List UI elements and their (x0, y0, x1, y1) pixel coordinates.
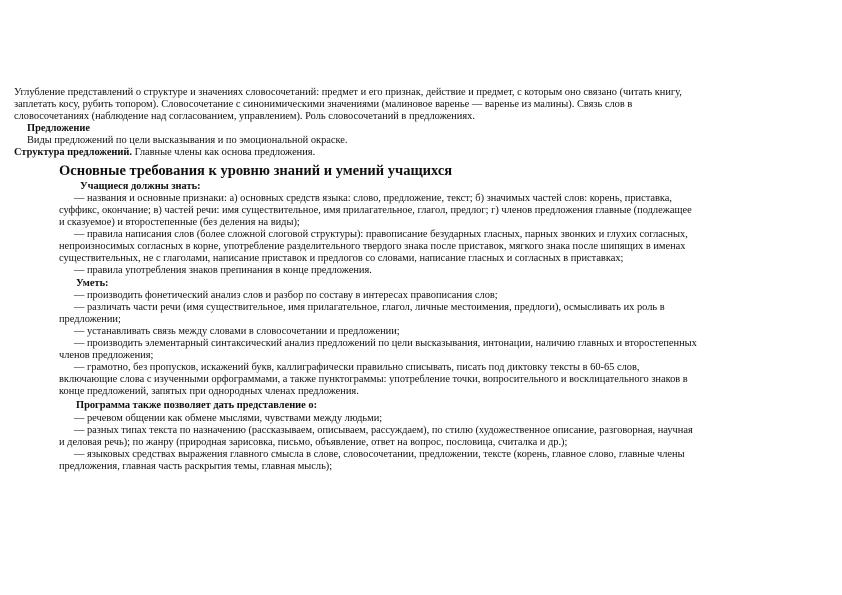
program-line: — языковых средствах выражения главного смысла в слове, словосочетании, предложении, тексте (корень, главное слово, главные члены (74, 449, 685, 460)
intro-line: словосочетаниях (наблюдение над согласованием, управлением). Роль словосочетаний в предложениях. (14, 111, 475, 122)
sentence-heading: Предложение (27, 123, 90, 134)
know-line: и сказуемое) и второстепенные (без деления на виды); (59, 217, 300, 228)
sentence-types-line: Виды предложений по цели высказывания и по эмоциональной окраске. (27, 135, 348, 146)
know-line: существительных, не с глаголами, написание приставок и предлогов со словами, написание гласных и согласных в приставках; (59, 253, 624, 264)
can-line: — производить элементарный синтаксический анализ предложений по цели высказывания, интонации, наличию главных и второстепенных (74, 338, 697, 349)
can-line: — устанавливать связь между словами в словосочетании и предложении; (74, 326, 400, 337)
know-heading: Учащиеся должны знать: (80, 181, 201, 192)
can-line: предложении; (59, 314, 121, 325)
program-line: и деловая речь); по жанру (природная зарисовка, письмо, объявление, ответ на вопрос, пословица, считалка и др.); (59, 437, 568, 448)
can-line: — грамотно, без пропусков, искажений букв, каллиграфически правильно списывать, писать под диктовку тексты в 60-65 слов, (74, 362, 640, 373)
know-line: непроизносимых согласных в корне, употребление разделительного твердого знака после приставок, мягкого знака после шипящих в именах (59, 241, 686, 252)
know-line: — названия и основные признаки: а) основных средств языка: слово, предложение, текст; б) значимых частей слов: корень, приставка, (74, 193, 673, 204)
structure-label: Структура предложений. (14, 147, 132, 158)
know-line: — правила написания слов (более сложной слоговой структуры): правописание безударных гласных, парных звонких и глухих согласных, (74, 229, 688, 240)
intro-line: Углубление представлений о структуре и значениях словосочетаний: предмет и его признак, действие и предмет, с которым оно связано (читать книгу, (14, 87, 682, 98)
sentence-structure-line (14, 147, 315, 159)
can-line: — производить фонетический анализ слов и разбор по составу в интересах правописания слов; (74, 290, 498, 301)
can-line: членов предложения; (59, 350, 154, 361)
know-line: — правила употребления знаков препинания в конце предложения. (74, 265, 372, 276)
requirements-title: Основные требования к уровню знаний и умений учащихся (59, 163, 453, 179)
structure-text: Главные члены как основа предложения. (132, 147, 316, 158)
program-line: — разных типах текста по назначению (рассказываем, описываем, рассуждаем), по стилю (художественное описание, разговорная, научная (74, 425, 693, 436)
know-line: суффикс, окончание; в) частей речи: имя существительное, имя прилагательное, глагол, предлог; г) членов предложения главные (подлежащее (59, 205, 692, 216)
program-line: предложения, главная часть раскрытия темы, главная мысль); (59, 461, 333, 472)
can-line: включающие слова с изученными орфограммами, а также пунктограммы: употребление точки, вопросительного и восклицательного знаков в (59, 374, 688, 385)
can-line: — различать части речи (имя существительное, имя прилагательное, глагол, личные местоимения, предлоги), осмысливать их роль в (74, 302, 665, 313)
can-line: конце предложений, запятых при однородных членах предложения. (59, 386, 359, 397)
program-line: — речевом общении как обмене мыслями, чувствами между людьми; (74, 413, 383, 424)
program-heading: Программа также позволяет дать представление о: (76, 400, 318, 411)
can-heading: Уметь: (76, 278, 109, 289)
intro-line: заплетать косу, рубить топором). Словосочетание с синонимическими значениями (малиновое варенье — варенье из малины). Связь слов в (14, 99, 633, 110)
